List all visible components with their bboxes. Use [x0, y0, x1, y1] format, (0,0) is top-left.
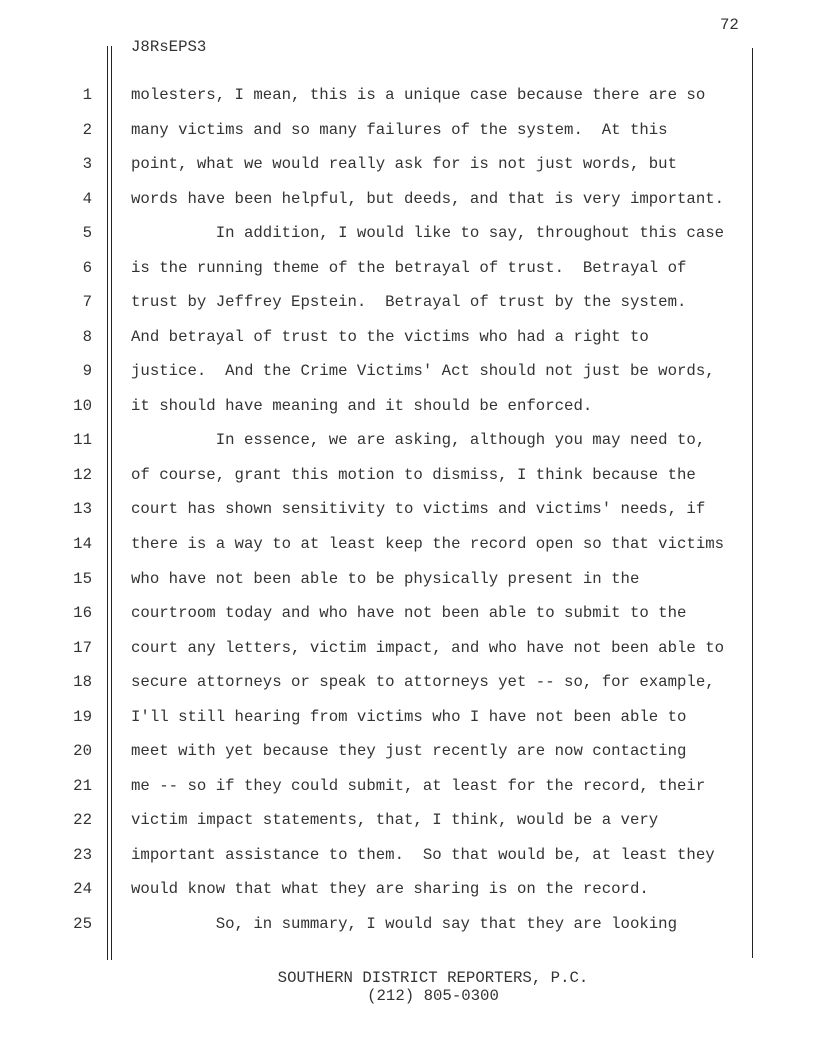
- line-number: 7: [82, 293, 92, 312]
- header-code: J8RsEPS3: [131, 38, 207, 56]
- line-number: 3: [82, 155, 92, 174]
- transcript-line: So, in summary, I would say that they are looking: [131, 914, 678, 933]
- line-number: 12: [73, 465, 92, 484]
- line-number: 13: [73, 500, 92, 519]
- transcript-line: I'll still hearing from victims who I have not been able to: [131, 707, 687, 726]
- transcript-line: point, what we would really ask for is not just words, but: [131, 155, 678, 174]
- transcript-line: important assistance to them. So that would be, at least they: [131, 845, 715, 864]
- transcript-line: And betrayal of trust to the victims who had a right to: [131, 327, 649, 346]
- transcript-line: courtroom today and who have not been able to submit to the: [131, 604, 687, 623]
- line-number: 16: [73, 604, 92, 623]
- page-number: 72: [720, 16, 739, 34]
- line-number: 18: [73, 673, 92, 692]
- line-number: 17: [73, 638, 92, 657]
- transcript-line: words have been helpful, but deeds, and that is very important.: [131, 189, 725, 208]
- footer-reporter: SOUTHERN DISTRICT REPORTERS, P.C.: [277, 969, 589, 987]
- line-number: 1: [82, 86, 92, 104]
- transcript-line: there is a way to at least keep the record open so that victims: [131, 535, 725, 554]
- line-number: 21: [73, 776, 92, 795]
- transcript-line: trust by Jeffrey Epstein. Betrayal of trust by the system.: [131, 293, 687, 312]
- transcript-line: would know that what they are sharing is on the record.: [131, 880, 649, 899]
- transcript-line: court has shown sensitivity to victims and victims' needs, if: [131, 500, 706, 519]
- transcript-line: me -- so if they could submit, at least for the record, their: [131, 776, 706, 795]
- transcript-line: meet with yet because they just recently are now contacting: [131, 742, 687, 761]
- line-number: 2: [82, 120, 92, 139]
- line-number: 4: [82, 189, 92, 208]
- transcript-line: justice. And the Crime Victims' Act should not just be words,: [131, 362, 715, 381]
- transcript-line: court any letters, victim impact, and who have not been able to: [131, 638, 725, 657]
- line-number: 8: [82, 327, 92, 346]
- line-number: 10: [73, 396, 92, 415]
- line-number: 5: [82, 224, 92, 243]
- line-number: 24: [73, 880, 92, 899]
- right-margin-rule: [752, 48, 753, 958]
- line-number: 6: [82, 258, 92, 277]
- transcript-line: victim impact statements, that, I think, would be a very: [131, 811, 659, 830]
- transcript-line: is the running theme of the betrayal of trust. Betrayal of: [131, 258, 687, 277]
- transcript-line: secure attorneys or speak to attorneys yet -- so, for example,: [131, 673, 715, 692]
- line-number: 15: [73, 569, 92, 588]
- left-margin-rule-inner: [111, 46, 112, 960]
- transcript-line: In addition, I would like to say, throughout this case: [131, 224, 725, 243]
- line-number: 14: [73, 535, 92, 554]
- line-number: 19: [73, 707, 92, 726]
- transcript-line: who have not been able to be physically present in the: [131, 569, 640, 588]
- line-number: 25: [73, 914, 92, 933]
- line-number: 9: [82, 362, 92, 381]
- line-number: 20: [73, 742, 92, 761]
- footer-phone: (212) 805-0300: [367, 987, 499, 1005]
- line-number: 22: [73, 811, 92, 830]
- line-number: 23: [73, 845, 92, 864]
- line-number: 11: [73, 431, 92, 450]
- transcript-line: In essence, we are asking, although you may need to,: [131, 431, 706, 450]
- transcript-line: molesters, I mean, this is a unique case because there are so: [131, 86, 706, 104]
- transcript-line: many victims and so many failures of the system. At this: [131, 120, 668, 139]
- left-margin-rule-outer: [107, 46, 108, 960]
- transcript-line: it should have meaning and it should be enforced.: [131, 396, 593, 415]
- transcript-line: of course, grant this motion to dismiss, I think because the: [131, 465, 696, 484]
